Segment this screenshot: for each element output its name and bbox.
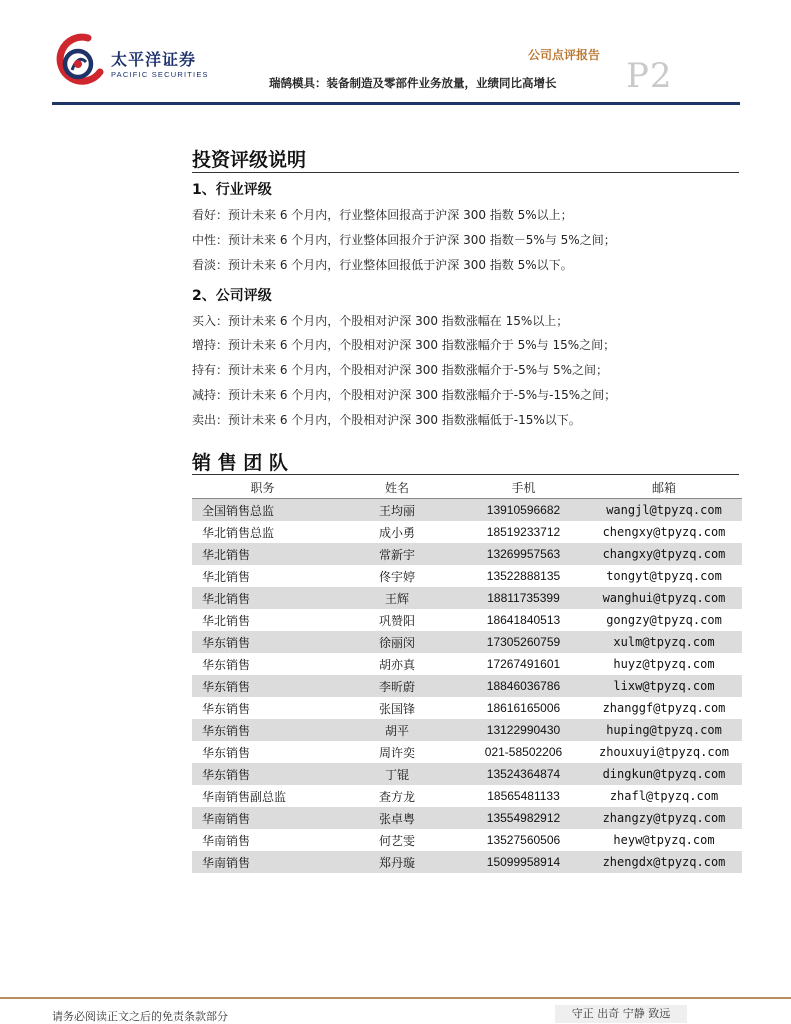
table-row — [192, 543, 742, 565]
cell-name: 张卓粤 — [333, 807, 461, 829]
cell-phone: 18811735399 — [461, 587, 586, 609]
table-header-row — [192, 476, 742, 499]
table-row — [192, 653, 742, 675]
cell-title: 华北销售 — [192, 587, 333, 609]
cell-name: 成小勇 — [378, 525, 415, 540]
table-row — [192, 631, 742, 653]
cell-email: gongzy@tpyzq.com — [606, 613, 722, 627]
table-row — [192, 587, 742, 609]
company-rating-item: 减持：预计未来 6 个月内，个股相对沪深 300 指数涨幅介于-5%与-15%之间； — [192, 388, 617, 402]
table-row — [192, 565, 742, 587]
company-rating-item: 持有：预计未来 6 个月内，个股相对沪深 300 指数涨幅介于-5%与 5%之间； — [192, 363, 609, 377]
cell-email: zhouxuyi@tpyzq.com — [598, 745, 730, 759]
table-row — [192, 697, 742, 719]
cell-title: 华东销售 — [192, 719, 333, 741]
cell-name: 郑丹璇 — [333, 851, 461, 873]
rating-title-underline — [192, 172, 739, 173]
industry-rating-item: 中性：预计未来 6 个月内，行业整体回报介于沪深 300 指数－5%与 5%之间； — [192, 233, 616, 247]
cell-name: 常新宇 — [333, 543, 461, 565]
sales-team-title: 销 售 团 队 — [192, 452, 288, 474]
report-title: 瑞鹄模具：装备制造及零部件业务放量，业绩同比高增长 — [269, 76, 557, 90]
industry-rating-item: 看淡：预计未来 6 个月内，行业整体回报低于沪深 300 指数 5%以下。 — [192, 258, 573, 272]
cell-title: 华东销售 — [192, 675, 333, 697]
cell-name: 王均丽 — [333, 499, 461, 522]
table-row — [192, 521, 742, 543]
cell-phone: 18846036786 — [461, 675, 586, 697]
cell-name: 丁锟 — [333, 763, 461, 785]
report-type: 公司点评报告 — [528, 48, 601, 62]
cell-phone: 13122990430 — [461, 719, 586, 741]
company-rating-heading: 2、公司评级 — [192, 288, 272, 304]
cell-title: 华南销售 — [192, 851, 333, 873]
header-divider — [52, 102, 740, 105]
column-header-title: 职务 — [192, 476, 333, 499]
cell-name: 查方龙 — [378, 789, 415, 804]
cell-name: 胡亦真 — [378, 657, 415, 672]
cell-name: 徐丽闵 — [333, 631, 461, 653]
cell-phone: 13554982912 — [461, 807, 586, 829]
cell-name: 周许奕 — [378, 745, 415, 760]
table-row — [192, 499, 742, 522]
table-row — [192, 785, 742, 807]
cell-title: 华北销售 — [192, 543, 333, 565]
cell-title: 华南销售副总监 — [202, 789, 287, 804]
footer-disclaimer: 请务必阅读正文之后的免责条款部分 — [52, 1010, 228, 1023]
page-number: P2 — [626, 56, 673, 96]
company-rating-item: 买入：预计未来 6 个月内，个股相对沪深 300 指数涨幅在 15%以上； — [192, 314, 569, 328]
cell-phone: 18519233712 — [486, 525, 561, 539]
cell-phone: 13524364874 — [461, 763, 586, 785]
cell-name: 张国锋 — [378, 701, 415, 716]
sales-team-table — [192, 476, 742, 873]
cell-email: huyz@tpyzq.com — [613, 657, 715, 671]
cell-title: 华东销售 — [192, 631, 333, 653]
cell-name: 何艺雯 — [378, 833, 415, 848]
cell-email: changxy@tpyzq.com — [586, 543, 742, 565]
cell-phone: 17305260759 — [461, 631, 586, 653]
cell-email: wangjl@tpyzq.com — [586, 499, 742, 522]
cell-title: 华北销售 — [202, 613, 251, 628]
table-row — [192, 807, 742, 829]
brand-name-cn: 太平洋证券 — [111, 50, 197, 69]
column-header-email: 邮箱 — [586, 476, 742, 499]
cell-email: zhangzy@tpyzq.com — [586, 807, 742, 829]
cell-title: 华东销售 — [202, 745, 251, 760]
cell-email: xulm@tpyzq.com — [586, 631, 742, 653]
column-header-phone: 手机 — [461, 476, 586, 499]
cell-phone: 13527560506 — [486, 833, 561, 847]
cell-name: 佟宇婷 — [378, 569, 415, 584]
cell-email: huping@tpyzq.com — [586, 719, 742, 741]
footer-motto: 守正 出奇 宁静 致远 — [555, 1005, 687, 1023]
cell-phone: 17267491601 — [486, 657, 561, 671]
sales-team-rows — [192, 499, 742, 874]
cell-phone: 13910596682 — [461, 499, 586, 522]
cell-email: chengxy@tpyzq.com — [602, 525, 726, 539]
cell-phone: 13269957563 — [461, 543, 586, 565]
cell-email: dingkun@tpyzq.com — [586, 763, 742, 785]
footer-divider — [0, 997, 791, 999]
rating-section-title: 投资评级说明 — [192, 149, 307, 171]
cell-email: lixw@tpyzq.com — [586, 675, 742, 697]
table-row — [192, 741, 742, 763]
cell-phone: 18565481133 — [487, 789, 560, 803]
cell-name: 王辉 — [333, 587, 461, 609]
cell-name: 巩赞阳 — [378, 613, 415, 628]
cell-name: 李昕蔚 — [333, 675, 461, 697]
cell-title: 全国销售总监 — [192, 499, 333, 522]
cell-email: wanghui@tpyzq.com — [586, 587, 742, 609]
table-row — [192, 719, 742, 741]
cell-title: 华东销售 — [192, 763, 333, 785]
table-row — [192, 851, 742, 873]
cell-name: 胡平 — [333, 719, 461, 741]
table-row — [192, 609, 742, 631]
sales-team-underline — [192, 474, 739, 475]
industry-rating-heading: 1、行业评级 — [192, 182, 272, 198]
company-rating-item: 增持：预计未来 6 个月内，个股相对沪深 300 指数涨幅介于 5%与 15%之间； — [192, 338, 616, 352]
cell-title: 华东销售 — [202, 657, 251, 672]
cell-title: 华北销售 — [202, 569, 251, 584]
cell-email: zhanggf@tpyzq.com — [602, 701, 726, 715]
cell-phone: 18641840513 — [486, 613, 561, 627]
table-row — [192, 829, 742, 851]
brand-name-en: PACIFIC SECURITIES — [111, 70, 209, 79]
cell-email: zhengdx@tpyzq.com — [586, 851, 742, 873]
cell-phone: 15099958914 — [461, 851, 586, 873]
cell-phone: 13522888135 — [486, 569, 561, 583]
cell-title: 华东销售 — [202, 701, 251, 716]
cell-title: 华北销售总监 — [202, 525, 275, 540]
cell-title: 华南销售 — [202, 833, 251, 848]
industry-rating-item: 看好：预计未来 6 个月内，行业整体回报高于沪深 300 指数 5%以上； — [192, 208, 573, 222]
company-rating-item: 卖出：预计未来 6 个月内，个股相对沪深 300 指数涨幅低于-15%以下。 — [192, 413, 581, 427]
cell-title: 华南销售 — [192, 807, 333, 829]
table-row — [192, 675, 742, 697]
cell-email: zhafl@tpyzq.com — [609, 789, 719, 803]
table-row — [192, 763, 742, 785]
pacific-securities-logo-icon — [52, 32, 104, 88]
cell-email: heyw@tpyzq.com — [613, 833, 715, 847]
column-header-name: 姓名 — [333, 476, 461, 499]
cell-email: tongyt@tpyzq.com — [606, 569, 722, 583]
cell-phone: 021-58502206 — [484, 745, 563, 759]
cell-phone: 18616165006 — [486, 701, 561, 715]
